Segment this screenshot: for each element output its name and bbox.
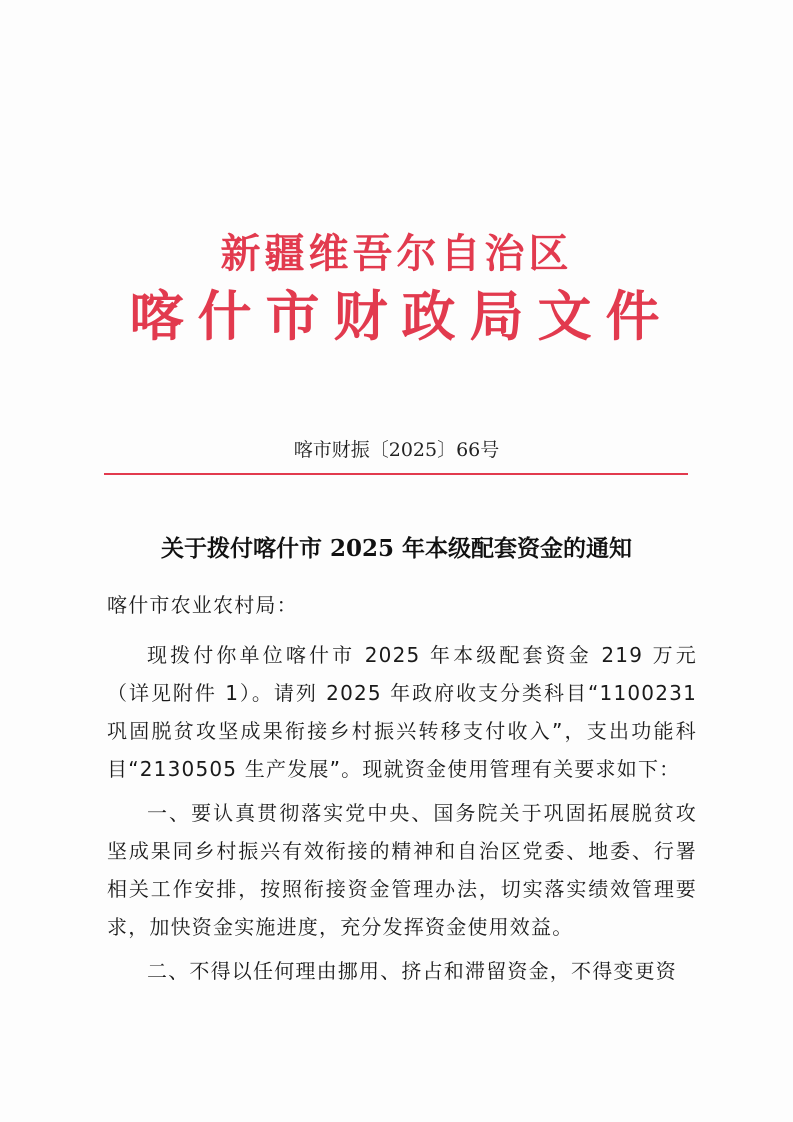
red-divider-line	[104, 473, 688, 475]
document-title: 关于拨付喀什市 2025 年本级配套资金的通知	[160, 535, 633, 562]
issuing-region-header: 新疆维吾尔自治区	[220, 230, 573, 277]
body-paragraph: 一、要认真贯彻落实党中央、国务院关于巩固拓展脱贫攻坚成果同乡村振兴有效衔接的精神和自治区党委、地委、行署相关工作安排，按照衔接资金管理办法，切实落实绩效管理要求，加快资金实施进度，充分发挥资金使用效益。	[107, 801, 697, 939]
document-number: 喀市财振〔2025〕66号	[293, 439, 500, 461]
body-paragraph: 二、不得以任何理由挪用、挤占和滞留资金，不得变更资	[147, 959, 677, 983]
body-paragraphs	[107, 636, 697, 996]
issuing-agency-header: 喀什市财政局文件	[129, 284, 674, 348]
body-paragraph: 现拨付你单位喀什市 2025 年本级配套资金 219 万元（详见附件 1）。请列 2025 年政府收支分类科目“1100231 巩固脱贫攻坚成果衔接乡村振兴转移支付收入”，支出功能科目“2130505 生产发展”。现就资金使用管理有关要求如下：	[107, 643, 697, 781]
addressee: 喀什市农业农村局：	[107, 593, 298, 617]
